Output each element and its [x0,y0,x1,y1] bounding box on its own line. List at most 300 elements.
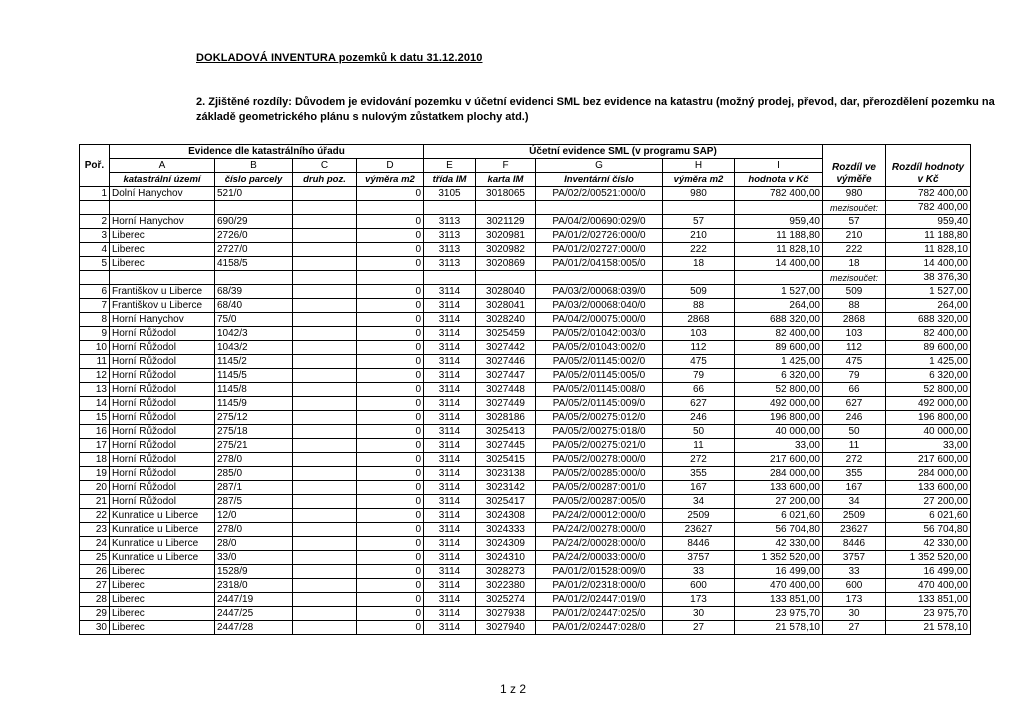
col-letter: I [735,159,823,173]
table-row [80,187,971,201]
cell-druh [293,621,357,635]
cell-rv: 210 [823,229,886,243]
cell-rh: 217 600,00 [886,453,971,467]
cell-hod: 782 400,00 [735,187,823,201]
cell-karta: 3023142 [476,481,536,495]
cell-karta: 3027442 [476,341,536,355]
cell-trida: 3114 [424,397,476,411]
cell-rv: 167 [823,481,886,495]
cell-ku: Horní Růžodol [110,439,215,453]
cell-parc: 1145/5 [215,369,293,383]
cell-vym2: 88 [663,299,735,313]
cell-vym2: 167 [663,481,735,495]
section-accounting-header: Účetní evidence SML (v programu SAP) [424,145,823,159]
cell-vym: 0 [357,551,424,565]
col-letter: B [215,159,293,173]
cell-trida: 3114 [424,593,476,607]
cell-n: 19 [80,467,110,481]
cell-druh [293,411,357,425]
cell-rv: 33 [823,565,886,579]
cell-rv: 627 [823,397,886,411]
table-row [80,481,971,495]
cell-vym: 0 [357,495,424,509]
empty-cell [735,201,823,215]
cell-inv: PA/05/2/00287:001/0 [536,481,663,495]
cell-trida: 3114 [424,383,476,397]
table-row [80,593,971,607]
cell-karta: 3025417 [476,495,536,509]
cell-inv: PA/04/2/00075:000/0 [536,313,663,327]
empty-cell [424,271,476,285]
cell-trida: 3114 [424,467,476,481]
cell-vym: 0 [357,355,424,369]
cell-trida: 3114 [424,621,476,635]
cell-rv: 2509 [823,509,886,523]
cell-druh [293,453,357,467]
cell-druh [293,509,357,523]
cell-vym: 0 [357,257,424,271]
cell-vym2: 11 [663,439,735,453]
cell-rh: 21 578,10 [886,621,971,635]
cell-hod: 6 021,60 [735,509,823,523]
cell-n: 25 [80,551,110,565]
cell-vym2: 8446 [663,537,735,551]
empty-cell [357,201,424,215]
cell-parc: 1145/2 [215,355,293,369]
cell-n: 7 [80,299,110,313]
cell-parc: 68/39 [215,285,293,299]
cell-n: 1 [80,187,110,201]
cell-rh: 959,40 [886,215,971,229]
cell-vym2: 509 [663,285,735,299]
subtotal-row [80,201,971,215]
cell-vym2: 475 [663,355,735,369]
cell-n: 14 [80,397,110,411]
cell-ku: Kunratice u Liberce [110,551,215,565]
cell-druh [293,327,357,341]
table-row [80,257,971,271]
col-letter: H [663,159,735,173]
cell-ku: Liberec [110,579,215,593]
cell-rv: 66 [823,383,886,397]
cell-inv: PA/05/2/00275:021/0 [536,439,663,453]
table-row [80,355,971,369]
cell-trida: 3114 [424,411,476,425]
table-row [80,621,971,635]
cell-vym2: 2509 [663,509,735,523]
empty-cell [80,271,110,285]
difference-note: 2. Zjištěné rozdíly: Důvodem je evidování pozemku v účetní evidenci SML bez evidence na katastru (možný prodej, převod, dar, přerozdělení pozemku na základě geometrického plánu s nulovým zůstatkem plochy atd.) [196,96,995,123]
cell-rh: 688 320,00 [886,313,971,327]
cell-n: 13 [80,383,110,397]
cell-vym2: 27 [663,621,735,635]
cell-vym2: 980 [663,187,735,201]
table-row [80,453,971,467]
cell-parc: 1528/9 [215,565,293,579]
cell-rh: 27 200,00 [886,495,971,509]
cell-druh [293,285,357,299]
empty-cell [215,201,293,215]
table-row [80,537,971,551]
cell-trida: 3113 [424,257,476,271]
cell-trida: 3114 [424,313,476,327]
cell-vym: 0 [357,369,424,383]
cell-hod: 133 600,00 [735,481,823,495]
cell-rh: 42 330,00 [886,537,971,551]
cell-rh: 1 527,00 [886,285,971,299]
cell-hod: 11 188,80 [735,229,823,243]
cell-rv: 11 [823,439,886,453]
cell-inv: PA/05/2/01145:008/0 [536,383,663,397]
cell-rv: 509 [823,285,886,299]
cell-karta: 3027449 [476,397,536,411]
table-row [80,215,971,229]
cell-rv: 27 [823,621,886,635]
cell-inv: PA/01/2/02447:025/0 [536,607,663,621]
cell-ku: Horní Růžodol [110,495,215,509]
cell-karta: 3023138 [476,467,536,481]
cell-vym: 0 [357,537,424,551]
cell-parc: 1042/3 [215,327,293,341]
cell-trida: 3113 [424,229,476,243]
cell-druh [293,565,357,579]
empty-cell [424,201,476,215]
cell-trida: 3113 [424,215,476,229]
cell-ku: Horní Růžodol [110,411,215,425]
table-row [80,495,971,509]
cell-inv: PA/01/2/01528:009/0 [536,565,663,579]
cell-vym: 0 [357,187,424,201]
subtotal-label: mezisoučet: [823,271,886,285]
cell-parc: 285/0 [215,467,293,481]
cell-ku: Kunratice u Liberce [110,523,215,537]
cell-hod: 11 828,10 [735,243,823,257]
col-letter: E [424,159,476,173]
section-cadastre-header: Evidence dle katastrálního úřadu [110,145,424,159]
table-row [80,425,971,439]
col-letter: D [357,159,424,173]
cell-vym: 0 [357,243,424,257]
cell-ku: Horní Hanychov [110,215,215,229]
cell-karta: 3025415 [476,453,536,467]
cell-hod: 1 425,00 [735,355,823,369]
cell-parc: 2727/0 [215,243,293,257]
cell-rh: 782 400,00 [886,187,971,201]
cell-inv: PA/01/2/04158:005/0 [536,257,663,271]
cell-rv: 3757 [823,551,886,565]
cell-vym: 0 [357,425,424,439]
cell-druh [293,313,357,327]
empty-cell [663,201,735,215]
cell-parc: 287/5 [215,495,293,509]
cell-vym: 0 [357,523,424,537]
cell-vym2: 355 [663,467,735,481]
cell-ku: Horní Růžodol [110,481,215,495]
cell-trida: 3114 [424,299,476,313]
cell-druh [293,383,357,397]
cell-vym2: 23627 [663,523,735,537]
cell-trida: 3114 [424,481,476,495]
empty-cell [663,271,735,285]
cell-druh [293,229,357,243]
cell-vym: 0 [357,481,424,495]
cell-n: 4 [80,243,110,257]
cell-karta: 3018065 [476,187,536,201]
cell-rv: 112 [823,341,886,355]
cell-druh [293,551,357,565]
table-row [80,313,971,327]
cell-vym2: 2868 [663,313,735,327]
cell-hod: 23 975,70 [735,607,823,621]
cell-trida: 3105 [424,187,476,201]
cell-vym2: 103 [663,327,735,341]
cell-trida: 3114 [424,285,476,299]
cell-vym: 0 [357,397,424,411]
cell-vym: 0 [357,411,424,425]
cell-inv: PA/24/2/00028:000/0 [536,537,663,551]
cell-rv: 30 [823,607,886,621]
cell-vym2: 222 [663,243,735,257]
cell-ku: Horní Růžodol [110,453,215,467]
cell-trida: 3114 [424,509,476,523]
cell-ku: Horní Růžodol [110,369,215,383]
cell-inv: PA/01/2/02447:028/0 [536,621,663,635]
empty-cell [293,271,357,285]
cell-rh: 6 021,60 [886,509,971,523]
col-label: karta IM [476,173,536,187]
cell-rv: 173 [823,593,886,607]
cell-n: 6 [80,285,110,299]
cell-vym2: 33 [663,565,735,579]
cell-parc: 68/40 [215,299,293,313]
cell-karta: 3024333 [476,523,536,537]
cell-rh: 196 800,00 [886,411,971,425]
cell-parc: 2318/0 [215,579,293,593]
cell-karta: 3028273 [476,565,536,579]
cell-ku: Kunratice u Liberce [110,537,215,551]
cell-ku: Horní Růžodol [110,341,215,355]
cell-karta: 3028186 [476,411,536,425]
cell-vym2: 210 [663,229,735,243]
cell-n: 29 [80,607,110,621]
cell-inv: PA/24/2/00278:000/0 [536,523,663,537]
cell-rh: 470 400,00 [886,579,971,593]
cell-vym2: 627 [663,397,735,411]
empty-cell [110,271,215,285]
cell-rh: 33,00 [886,439,971,453]
cell-vym2: 272 [663,453,735,467]
cell-parc: 12/0 [215,509,293,523]
cell-rh: 1 352 520,00 [886,551,971,565]
cell-n: 5 [80,257,110,271]
cell-ku: Františkov u Liberce [110,285,215,299]
cell-inv: PA/05/2/01145:009/0 [536,397,663,411]
cell-hod: 42 330,00 [735,537,823,551]
cell-rh: 6 320,00 [886,369,971,383]
cell-karta: 3027938 [476,607,536,621]
cell-rv: 272 [823,453,886,467]
cell-hod: 688 320,00 [735,313,823,327]
cell-karta: 3024308 [476,509,536,523]
cell-parc: 2447/25 [215,607,293,621]
subtotal-value: 782 400,00 [886,201,971,215]
cell-vym: 0 [357,215,424,229]
cell-druh [293,243,357,257]
cell-hod: 264,00 [735,299,823,313]
cell-hod: 14 400,00 [735,257,823,271]
cell-inv: PA/01/2/02447:019/0 [536,593,663,607]
subtotal-row [80,271,971,285]
col-label: třída IM [424,173,476,187]
cell-n: 8 [80,313,110,327]
cell-druh [293,425,357,439]
cell-rv: 18 [823,257,886,271]
cell-inv: PA/05/2/00275:018/0 [536,425,663,439]
cell-hod: 82 400,00 [735,327,823,341]
cell-druh [293,439,357,453]
cell-parc: 690/29 [215,215,293,229]
cell-rh: 40 000,00 [886,425,971,439]
cell-karta: 3022380 [476,579,536,593]
document-title: DOKLADOVÁ INVENTURA pozemků k datu 31.12.2010 [196,52,483,64]
cell-rv: 355 [823,467,886,481]
cell-druh [293,593,357,607]
cell-inv: PA/05/2/00285:000/0 [536,467,663,481]
cell-vym2: 18 [663,257,735,271]
cell-ku: Kunratice u Liberce [110,509,215,523]
col-label: výměra m2 [663,173,735,187]
cell-parc: 287/1 [215,481,293,495]
cell-trida: 3114 [424,341,476,355]
cell-rv: 8446 [823,537,886,551]
cell-inv: PA/01/2/02727:000/0 [536,243,663,257]
cell-ku: Horní Růžodol [110,425,215,439]
cell-karta: 3028240 [476,313,536,327]
cell-rh: 11 828,10 [886,243,971,257]
cell-parc: 275/21 [215,439,293,453]
cell-inv: PA/05/2/01145:002/0 [536,355,663,369]
cell-rh: 133 851,00 [886,593,971,607]
cell-vym2: 173 [663,593,735,607]
cell-n: 11 [80,355,110,369]
table-row [80,341,971,355]
cell-karta: 3027446 [476,355,536,369]
cell-karta: 3020982 [476,243,536,257]
cell-hod: 196 800,00 [735,411,823,425]
cell-karta: 3020869 [476,257,536,271]
empty-cell [735,271,823,285]
col-label: hodnota v Kč [735,173,823,187]
cell-parc: 275/18 [215,425,293,439]
page-number: 1 z 2 [500,682,527,696]
cell-druh [293,341,357,355]
cell-karta: 3025459 [476,327,536,341]
cell-trida: 3114 [424,453,476,467]
cell-vym: 0 [357,565,424,579]
cell-parc: 521/0 [215,187,293,201]
table-row [80,383,971,397]
cell-parc: 2447/19 [215,593,293,607]
cell-hod: 52 800,00 [735,383,823,397]
cell-n: 10 [80,341,110,355]
empty-cell [80,201,110,215]
table-row [80,243,971,257]
cell-rh: 82 400,00 [886,327,971,341]
cell-n: 30 [80,621,110,635]
cell-karta: 3024310 [476,551,536,565]
cell-rv: 57 [823,215,886,229]
cell-hod: 217 600,00 [735,453,823,467]
cell-rv: 23627 [823,523,886,537]
cell-vym2: 34 [663,495,735,509]
cell-hod: 6 320,00 [735,369,823,383]
cell-vym: 0 [357,313,424,327]
cell-inv: PA/24/2/00012:000/0 [536,509,663,523]
col-label: výměra m2 [357,173,424,187]
cell-vym: 0 [357,341,424,355]
col-letter: F [476,159,536,173]
cell-trida: 3114 [424,551,476,565]
cell-parc: 278/0 [215,453,293,467]
cell-n: 27 [80,579,110,593]
cell-inv: PA/05/2/00275:012/0 [536,411,663,425]
cell-n: 21 [80,495,110,509]
cell-rh: 133 600,00 [886,481,971,495]
cell-rv: 246 [823,411,886,425]
cell-druh [293,481,357,495]
cell-inv: PA/03/2/00068:040/0 [536,299,663,313]
cell-inv: PA/05/2/01145:005/0 [536,369,663,383]
table-row [80,411,971,425]
cell-vym2: 30 [663,607,735,621]
cell-hod: 470 400,00 [735,579,823,593]
cell-n: 3 [80,229,110,243]
cell-vym2: 66 [663,383,735,397]
cell-hod: 959,40 [735,215,823,229]
cell-ku: Liberec [110,243,215,257]
cell-rh: 11 188,80 [886,229,971,243]
cell-n: 26 [80,565,110,579]
cell-rh: 492 000,00 [886,397,971,411]
cell-inv: PA/04/2/00690:029/0 [536,215,663,229]
cell-hod: 284 000,00 [735,467,823,481]
cell-trida: 3114 [424,355,476,369]
col-letter: A [110,159,215,173]
cell-ku: Liberec [110,257,215,271]
cell-hod: 27 200,00 [735,495,823,509]
cell-parc: 278/0 [215,523,293,537]
section-header-row [80,145,971,159]
cell-hod: 21 578,10 [735,621,823,635]
cell-ku: Františkov u Liberce [110,299,215,313]
cell-druh [293,187,357,201]
table-row [80,439,971,453]
inventory-table [79,144,971,635]
table-row [80,299,971,313]
cell-hod: 89 600,00 [735,341,823,355]
cell-hod: 56 704,80 [735,523,823,537]
cell-trida: 3114 [424,327,476,341]
cell-vym2: 79 [663,369,735,383]
cell-trida: 3114 [424,565,476,579]
cell-druh [293,215,357,229]
cell-rh: 16 499,00 [886,565,971,579]
cell-n: 2 [80,215,110,229]
cell-karta: 3027445 [476,439,536,453]
cell-hod: 16 499,00 [735,565,823,579]
table-row [80,229,971,243]
table-row [80,579,971,593]
